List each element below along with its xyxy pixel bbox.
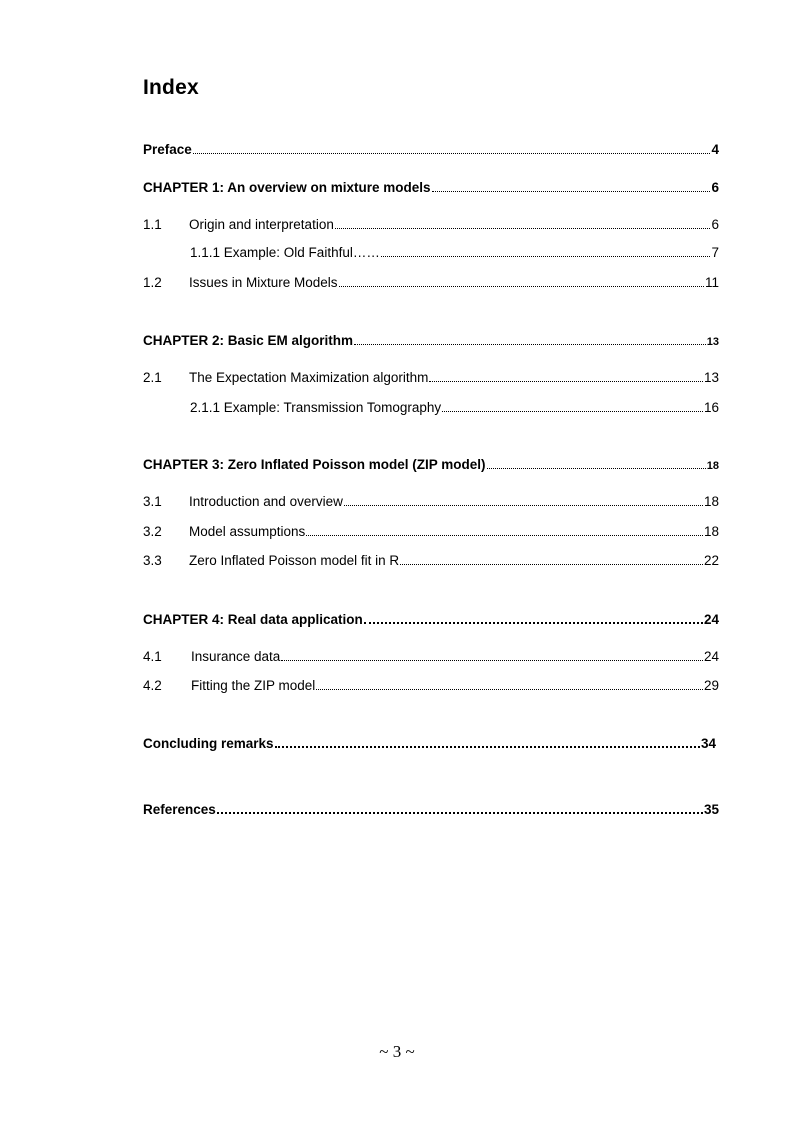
toc-label: Introduction and overview [189,494,343,509]
toc-leader [217,812,703,814]
toc-section-number: 1.1 [143,217,162,232]
toc-entry-preface[interactable] [143,141,719,159]
toc-label: Origin and interpretation [189,217,334,232]
toc-leader [429,381,703,382]
page-number-footer: ~ 3 ~ [379,1042,415,1061]
toc-section-number: 3.2 [143,524,162,539]
toc-page-number: 11 [704,275,719,290]
toc-page-number: 18 [703,494,719,509]
toc-entry-section-2-1[interactable] [143,369,719,387]
toc-leader [335,228,711,229]
toc-page-number: 18 [703,524,719,539]
toc-leader [339,286,704,287]
toc-label: CHAPTER 4: Real data application [143,612,363,627]
toc-page-number: 22 [703,553,719,568]
toc-leader [344,505,703,506]
toc-leader [381,256,711,257]
toc-leader [306,535,703,536]
toc-label: Issues in Mixture Models [189,275,338,290]
toc-label: 1.1.1 Example: Old Faithful…… [190,245,380,260]
toc-entry-chapter-4[interactable] [143,611,719,629]
toc-section-number: 2.1 [143,370,162,385]
toc-section-number: 4.1 [143,649,162,664]
toc-entry-section-3-1[interactable] [143,493,719,511]
toc-page-number: 35 [703,802,719,817]
toc-entry-chapter-2[interactable] [143,332,719,351]
toc-label: Model assumptions [189,524,306,539]
toc-label: Preface [143,142,192,157]
toc-entry-section-1-1[interactable] [143,216,719,234]
toc-leader [275,746,700,748]
toc-page-number: 24 [703,612,719,627]
toc-label: Zero Inflated Poisson model fit in R [189,553,400,568]
toc-leader [193,153,711,154]
toc-page-number: 18 [706,460,719,472]
toc-entry-concluding-remarks[interactable] [143,735,716,753]
toc-entry-section-3-3[interactable] [143,552,719,570]
toc-label: Fitting the ZIP model [191,678,316,693]
toc-label: CHAPTER 1: An overview on mixture models [143,180,431,195]
toc-label: The Expectation Maximization algorithm [189,370,429,385]
toc-page-number: 6 [711,217,719,232]
toc-label: CHAPTER 2: Basic EM algorithm [143,333,354,348]
toc-label: References [143,802,216,817]
toc-page-number: 34 [700,736,716,751]
toc-entry-chapter-1[interactable] [143,179,719,197]
toc-page-number: 7 [711,245,719,260]
toc-page-number: 29 [703,678,719,693]
toc-leader [432,191,711,192]
toc-page-number: 16 [703,400,719,415]
toc-leader [281,660,703,661]
toc-section-number: 1.2 [143,275,162,290]
toc-leader [442,411,703,412]
toc-entry-section-4-1[interactable] [143,648,719,666]
toc-page-number: 13 [706,336,719,348]
toc-leader [487,468,706,469]
toc-label: 2.1.1 Example: Transmission Tomography [190,400,442,415]
toc-leader [316,689,703,690]
toc-label: Concluding remarks [143,736,274,751]
toc-label: CHAPTER 3: Zero Inflated Poisson model (ZIP model) [143,457,486,472]
toc-label: Insurance data [191,649,281,664]
toc-section-number: 3.1 [143,494,162,509]
toc-section-number: 3.3 [143,553,162,568]
toc-entry-chapter-3[interactable] [143,456,719,475]
toc-entry-section-2-1-1[interactable] [190,399,719,417]
toc-leader [354,344,706,345]
toc-entry-section-1-2[interactable] [143,274,719,292]
toc-section-number: 4.2 [143,678,162,693]
toc-page-number: 4 [711,142,719,157]
toc-page-number: 24 [703,649,719,664]
toc-leader [364,622,703,624]
page-title: Index [143,76,199,99]
toc-page-number: 6 [711,180,719,195]
toc-page-number: 13 [703,370,719,385]
toc-entry-section-4-2[interactable] [143,677,719,695]
toc-leader [400,564,703,565]
toc-entry-section-3-2[interactable] [143,523,719,541]
toc-entry-references[interactable] [143,801,719,819]
toc-entry-section-1-1-1[interactable] [190,244,719,262]
